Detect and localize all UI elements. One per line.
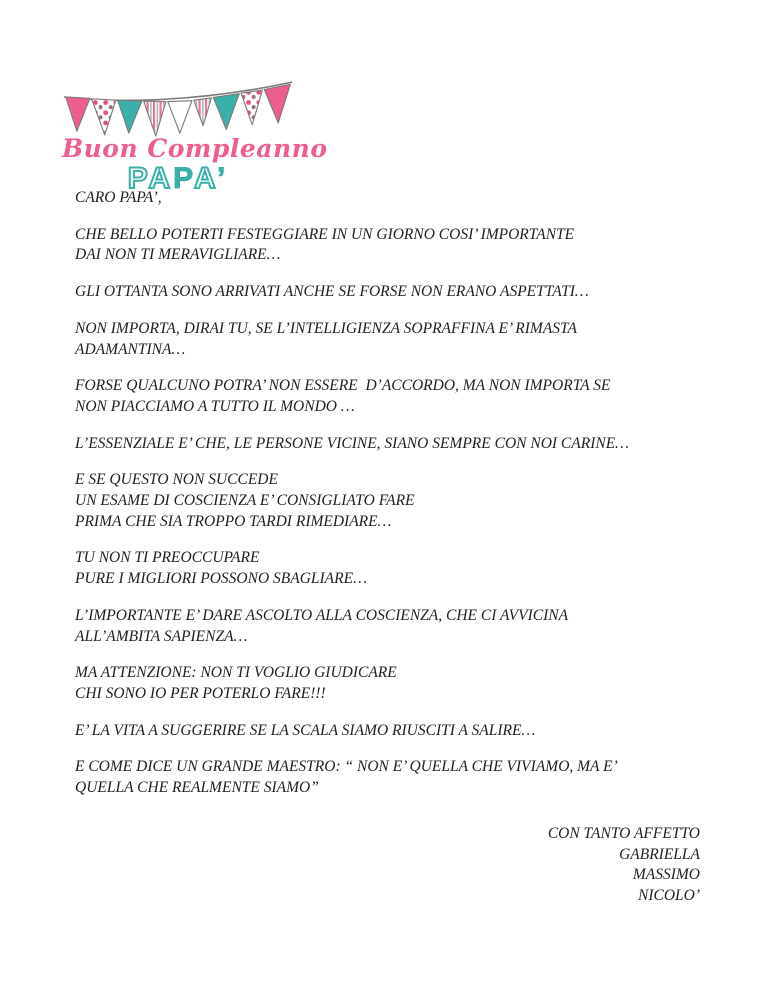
text-line: ALL’AMBITA SAPIENZA…: [75, 627, 248, 645]
text-line: CARO PAPA’,: [75, 189, 162, 206]
block-letter: A: [148, 162, 174, 195]
letter-body: [75, 188, 715, 815]
text-line: CHI SONO IO PER POTERLO FARE!!!: [75, 684, 326, 702]
text-line: NON PIACCIAMO A TUTTO IL MONDO …: [75, 397, 355, 415]
text-line: DAI NON TI MERAVIGLIARE…: [75, 246, 281, 264]
paragraph-quote: [75, 757, 715, 798]
text-line: UN ESAME DI COSCIENZA E’ CONSIGLIATO FARE: [75, 492, 415, 510]
text-line: PRIMA CHE SIA TROPPO TARDI RIMEDIARE…: [75, 512, 392, 530]
paragraph: [75, 606, 715, 647]
text-line: TU NON TI PREOCCUPARE: [75, 549, 260, 567]
birthday-header: [62, 78, 328, 195]
paragraph: [75, 282, 715, 303]
text-line: FORSE QUALCUNO POTRA’ NON ESSERE D’ACCORDO, MA NON IMPORTA SE: [75, 377, 611, 395]
text-line: NON IMPORTA, DIRAI TU, SE L’INTELLIGIENZA SOPRAFFINA E’ RIMASTA: [75, 319, 577, 337]
text-line: E’ LA VITA A SUGGERIRE SE LA SCALA SIAMO RIUSCITI A SALIRE…: [75, 721, 536, 739]
paragraph: [75, 470, 715, 532]
signature-line: MASSIMO: [632, 866, 700, 884]
text-line: QUELLA CHE REALMENTE SIAMO”: [75, 779, 319, 797]
block-letter-apostrophe: ’: [216, 162, 229, 195]
paragraph: [75, 376, 715, 417]
paragraph: [75, 663, 715, 704]
text-line: GLI OTTANTA SONO ARRIVATI ANCHE SE FORSE NON ERANO ASPETTATI…: [75, 283, 589, 301]
block-letter: P: [127, 162, 149, 195]
signature-line: NICOLO’: [637, 887, 700, 905]
paragraph: [75, 319, 715, 360]
paragraph-salutation: [75, 188, 715, 209]
paragraph: [75, 721, 715, 742]
signature-line: GABRIELLA: [619, 845, 700, 863]
text-line: L’IMPORTANTE E’ DARE ASCOLTO ALLA COSCIENZA, CHE CI AVVICINA: [75, 606, 569, 624]
text-line: E COME DICE UN GRANDE MAESTRO: “ NON E’ QUELLA CHE VIVIAMO, MA E’: [75, 758, 618, 776]
text-line: L’ESSENZIALE E’ CHE, LE PERSONE VICINE, SIANO SEMPRE CON NOI CARINE…: [75, 434, 629, 452]
text-line: MA ATTENZIONE: NON TI VOGLIO GIUDICARE: [75, 664, 397, 682]
signature-block: [548, 824, 700, 907]
text-line: PURE I MIGLIORI POSSONO SBAGLIARE…: [75, 570, 367, 588]
text-line: E SE QUESTO NON SUCCEDE: [75, 471, 278, 489]
text-line: CHE BELLO POTERTI FESTEGGIARE IN UN GIORNO COSI’ IMPORTANTE: [75, 225, 575, 243]
signature-line: CON TANTO AFFETTO: [547, 825, 700, 842]
paragraph: [75, 225, 715, 266]
text-line: ADAMANTINA…: [75, 340, 186, 358]
paragraph: [75, 548, 715, 589]
block-letter: P: [173, 162, 194, 195]
block-letter: A: [193, 162, 217, 195]
script-title: Buon Compleanno: [62, 134, 328, 163]
bunting-banner-icon: [62, 78, 294, 140]
paragraph: [75, 434, 715, 455]
